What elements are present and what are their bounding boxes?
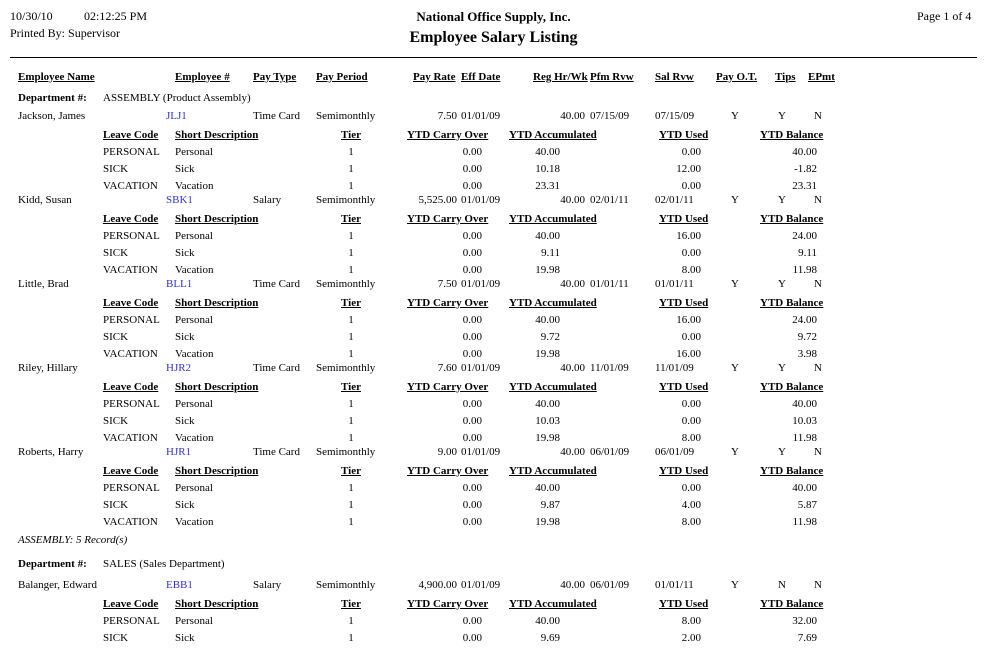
- sal-rvw-value: 06/01/09: [655, 446, 695, 458]
- leave-tier: 1: [348, 615, 354, 627]
- ytd-accumulated: 40.00: [535, 615, 560, 627]
- employee-name: Kidd, Susan: [18, 194, 72, 206]
- ytd-used: 12.00: [676, 163, 701, 175]
- leave-tier: 1: [348, 264, 354, 276]
- leave-row: [0, 415, 987, 431]
- ytd-balance: 24.00: [792, 314, 817, 326]
- leave-description: Personal: [175, 314, 213, 326]
- leave-col-used: YTD Used: [659, 598, 709, 610]
- leave-code: VACATION: [103, 516, 158, 528]
- leave-description: Sick: [175, 163, 195, 175]
- leave-row: [0, 163, 987, 179]
- department-label: Department #:: [18, 92, 87, 104]
- leave-row: [0, 516, 987, 532]
- leave-col-bal: YTD Balance: [760, 465, 824, 477]
- leave-col-acc: YTD Accumulated: [509, 129, 597, 141]
- leave-col-code: Leave Code: [103, 213, 159, 225]
- col-header-sal-rvw: Sal Rvw: [655, 71, 694, 83]
- ytd-balance: 40.00: [792, 482, 817, 494]
- employee-block: [0, 446, 987, 530]
- pay-period-value: Semimonthly: [316, 110, 376, 122]
- leave-header-row: [0, 129, 987, 145]
- leave-description: Vacation: [175, 348, 214, 360]
- ytd-carry-over: 0.00: [462, 180, 482, 192]
- leave-code: VACATION: [103, 180, 158, 192]
- print-time: 02:12:25 PM: [84, 9, 148, 23]
- leave-col-code: Leave Code: [103, 129, 159, 141]
- leave-row: [0, 499, 987, 515]
- col-header-pfm-rvw: Pfm Rvw: [590, 71, 634, 83]
- leave-code: SICK: [103, 415, 129, 427]
- employee-id-link[interactable]: HJR1: [166, 446, 192, 458]
- eff-date-value: 01/01/09: [461, 579, 501, 591]
- leave-code: PERSONAL: [103, 146, 160, 158]
- ytd-balance: 10.03: [792, 415, 817, 427]
- page-number: Page 1 of 4: [917, 9, 972, 23]
- ytd-accumulated: 9.11: [541, 247, 560, 259]
- leave-row: [0, 146, 987, 162]
- ytd-used: 8.00: [681, 516, 701, 528]
- leave-col-tier: Tier: [341, 465, 361, 477]
- col-header-pay-period: Pay Period: [316, 71, 368, 83]
- pfm-rvw-value: 06/01/09: [590, 446, 630, 458]
- pay-ot-flag: Y: [731, 110, 739, 122]
- epmt-flag: N: [814, 278, 822, 290]
- ytd-balance: 24.00: [792, 230, 817, 242]
- col-header-pay-type: Pay Type: [253, 71, 297, 83]
- employee-row: [0, 110, 987, 126]
- leave-code: SICK: [103, 163, 129, 175]
- ytd-used: 0.00: [681, 482, 701, 494]
- reg-hr-value: 40.00: [560, 110, 585, 122]
- header-divider: [10, 57, 977, 58]
- epmt-flag: N: [814, 579, 822, 591]
- ytd-used: 8.00: [681, 264, 701, 276]
- leave-code: SICK: [103, 632, 129, 644]
- ytd-accumulated: 40.00: [535, 314, 560, 326]
- leave-col-carry: YTD Carry Over: [407, 297, 489, 309]
- pay-ot-flag: Y: [731, 579, 739, 591]
- leave-col-tier: Tier: [341, 381, 361, 393]
- employee-id-link[interactable]: BLL1: [166, 278, 193, 290]
- pfm-rvw-value: 07/15/09: [590, 110, 630, 122]
- leave-tier: 1: [348, 482, 354, 494]
- sal-rvw-value: 01/01/11: [655, 278, 694, 290]
- leave-description: Vacation: [175, 180, 214, 192]
- ytd-carry-over: 0.00: [462, 331, 482, 343]
- employee-name: Balanger, Edward: [18, 579, 97, 591]
- pay-ot-flag: Y: [731, 194, 739, 206]
- pay-type-value: Salary: [253, 194, 282, 206]
- eff-date-value: 01/01/09: [461, 194, 501, 206]
- employee-id-link[interactable]: EBB1: [166, 579, 193, 591]
- ytd-balance: 11.98: [792, 516, 817, 528]
- employee-id-link[interactable]: SBK1: [166, 194, 193, 206]
- ytd-used: 8.00: [681, 615, 701, 627]
- ytd-accumulated: 19.98: [535, 516, 560, 528]
- sal-rvw-value: 07/15/09: [655, 110, 695, 122]
- pay-rate-value: 7.50: [437, 278, 457, 290]
- pay-rate-value: 7.60: [437, 362, 457, 374]
- report-title: Employee Salary Listing: [409, 29, 578, 46]
- ytd-accumulated: 19.98: [535, 348, 560, 360]
- leave-header-row: [0, 598, 987, 614]
- leave-tier: 1: [348, 398, 354, 410]
- leave-description: Sick: [175, 415, 195, 427]
- sal-rvw-value: 01/01/11: [655, 579, 694, 591]
- leave-col-acc: YTD Accumulated: [509, 213, 597, 225]
- ytd-balance: 40.00: [792, 146, 817, 158]
- leave-col-desc: Short Description: [175, 598, 259, 610]
- ytd-carry-over: 0.00: [462, 499, 482, 511]
- pay-period-value: Semimonthly: [316, 278, 376, 290]
- leave-col-tier: Tier: [341, 297, 361, 309]
- ytd-carry-over: 0.00: [462, 516, 482, 528]
- employee-name: Roberts, Harry: [18, 446, 84, 458]
- print-date: 10/30/10: [10, 9, 53, 23]
- leave-tier: 1: [348, 180, 354, 192]
- ytd-carry-over: 0.00: [462, 615, 482, 627]
- leave-col-code: Leave Code: [103, 381, 159, 393]
- leave-col-acc: YTD Accumulated: [509, 598, 597, 610]
- ytd-balance: 40.00: [792, 398, 817, 410]
- leave-row: [0, 247, 987, 263]
- ytd-balance: 11.98: [792, 432, 817, 444]
- leave-row: [0, 615, 987, 631]
- leave-col-bal: YTD Balance: [760, 381, 824, 393]
- eff-date-value: 01/01/09: [461, 110, 501, 122]
- leave-col-used: YTD Used: [659, 129, 709, 141]
- ytd-carry-over: 0.00: [462, 247, 482, 259]
- ytd-accumulated: 19.98: [535, 264, 560, 276]
- epmt-flag: N: [814, 194, 822, 206]
- ytd-accumulated: 9.87: [540, 499, 560, 511]
- employee-name: Little, Brad: [18, 278, 69, 290]
- pfm-rvw-value: 01/01/11: [590, 278, 629, 290]
- eff-date-value: 01/01/09: [461, 278, 501, 290]
- leave-row: [0, 314, 987, 330]
- leave-code: PERSONAL: [103, 314, 160, 326]
- leave-col-tier: Tier: [341, 598, 361, 610]
- ytd-used: 0.00: [681, 331, 701, 343]
- tips-flag: Y: [778, 278, 786, 290]
- pay-ot-flag: Y: [731, 446, 739, 458]
- ytd-used: 16.00: [676, 348, 701, 360]
- ytd-carry-over: 0.00: [462, 415, 482, 427]
- ytd-used: 0.00: [681, 146, 701, 158]
- leave-code: PERSONAL: [103, 230, 160, 242]
- leave-col-desc: Short Description: [175, 465, 259, 477]
- tips-flag: Y: [778, 194, 786, 206]
- pay-ot-flag: Y: [731, 362, 739, 374]
- department-name: ASSEMBLY (Product Assembly): [103, 92, 251, 104]
- pay-type-value: Salary: [253, 579, 282, 591]
- leave-tier: 1: [348, 314, 354, 326]
- employee-row: [0, 194, 987, 210]
- leave-code: PERSONAL: [103, 482, 160, 494]
- ytd-carry-over: 0.00: [462, 163, 482, 175]
- pay-type-value: Time Card: [253, 362, 300, 374]
- leave-code: VACATION: [103, 432, 158, 444]
- ytd-balance: 23.31: [792, 180, 817, 192]
- leave-description: Vacation: [175, 264, 214, 276]
- leave-code: VACATION: [103, 264, 158, 276]
- leave-col-bal: YTD Balance: [760, 213, 824, 225]
- leave-col-desc: Short Description: [175, 297, 259, 309]
- department-row: [0, 92, 987, 107]
- leave-code: PERSONAL: [103, 398, 160, 410]
- leave-description: Sick: [175, 247, 195, 259]
- sal-rvw-value: 02/01/11: [655, 194, 694, 206]
- ytd-accumulated: 23.31: [535, 180, 560, 192]
- col-header-employee-name: Employee Name: [18, 71, 95, 83]
- ytd-balance: -1.82: [794, 163, 817, 175]
- pay-type-value: Time Card: [253, 446, 300, 458]
- ytd-balance: 9.11: [798, 247, 817, 259]
- leave-tier: 1: [348, 146, 354, 158]
- leave-tier: 1: [348, 163, 354, 175]
- leave-code: SICK: [103, 331, 129, 343]
- leave-col-tier: Tier: [341, 129, 361, 141]
- col-header-epmt: EPmt: [808, 71, 835, 83]
- employee-block: [0, 110, 987, 194]
- leave-col-carry: YTD Carry Over: [407, 381, 489, 393]
- employee-name: Jackson, James: [18, 110, 86, 122]
- leave-col-code: Leave Code: [103, 297, 159, 309]
- employee-block: [0, 579, 987, 663]
- leave-header-row: [0, 465, 987, 481]
- leave-row: [0, 398, 987, 414]
- leave-col-used: YTD Used: [659, 465, 709, 477]
- leave-description: Vacation: [175, 516, 214, 528]
- leave-code: PERSONAL: [103, 615, 160, 627]
- col-header-pay-ot: Pay O.T.: [716, 71, 758, 83]
- ytd-accumulated: 9.72: [540, 331, 560, 343]
- department-label: Department #:: [18, 558, 87, 570]
- reg-hr-value: 40.00: [560, 362, 585, 374]
- eff-date-value: 01/01/09: [461, 446, 501, 458]
- pay-type-value: Time Card: [253, 110, 300, 122]
- ytd-used: 2.00: [681, 632, 701, 644]
- leave-tier: 1: [348, 348, 354, 360]
- leave-col-carry: YTD Carry Over: [407, 598, 489, 610]
- ytd-carry-over: 0.00: [462, 348, 482, 360]
- leave-code: VACATION: [103, 348, 158, 360]
- leave-description: Sick: [175, 499, 195, 511]
- leave-col-acc: YTD Accumulated: [509, 381, 597, 393]
- employee-row: [0, 579, 987, 595]
- ytd-balance: 3.98: [797, 348, 817, 360]
- leave-tier: 1: [348, 499, 354, 511]
- ytd-balance: 5.87: [797, 499, 817, 511]
- ytd-used: 16.00: [676, 314, 701, 326]
- leave-col-carry: YTD Carry Over: [407, 213, 489, 225]
- employee-id-link[interactable]: HJR2: [166, 362, 192, 374]
- epmt-flag: N: [814, 110, 822, 122]
- leave-code: SICK: [103, 247, 129, 259]
- pay-rate-value: 4,900.00: [418, 579, 457, 591]
- col-header-employee-num: Employee #: [175, 71, 230, 83]
- leave-tier: 1: [348, 432, 354, 444]
- ytd-accumulated: 40.00: [535, 398, 560, 410]
- pfm-rvw-value: 11/01/09: [590, 362, 629, 374]
- epmt-flag: N: [814, 446, 822, 458]
- leave-description: Personal: [175, 398, 213, 410]
- ytd-carry-over: 0.00: [462, 314, 482, 326]
- ytd-used: 0.00: [681, 415, 701, 427]
- leave-tier: 1: [348, 230, 354, 242]
- leave-description: Personal: [175, 230, 213, 242]
- leave-col-desc: Short Description: [175, 213, 259, 225]
- col-header-pay-rate: Pay Rate: [413, 71, 456, 83]
- pay-period-value: Semimonthly: [316, 579, 376, 591]
- leave-tier: 1: [348, 331, 354, 343]
- pay-type-value: Time Card: [253, 278, 300, 290]
- ytd-used: 0.00: [681, 180, 701, 192]
- leave-tier: 1: [348, 247, 354, 259]
- leave-description: Personal: [175, 615, 213, 627]
- ytd-accumulated: 10.18: [535, 163, 560, 175]
- ytd-balance: 7.69: [797, 632, 817, 644]
- leave-col-used: YTD Used: [659, 297, 709, 309]
- ytd-carry-over: 0.00: [462, 482, 482, 494]
- ytd-used: 4.00: [681, 499, 701, 511]
- leave-row: [0, 632, 987, 648]
- ytd-carry-over: 0.00: [462, 146, 482, 158]
- col-header-reg-hr-wk: Reg Hr/Wk: [533, 71, 588, 83]
- ytd-used: 16.00: [676, 230, 701, 242]
- ytd-accumulated: 40.00: [535, 482, 560, 494]
- employee-row: [0, 362, 987, 378]
- ytd-accumulated: 10.03: [535, 415, 560, 427]
- leave-header-row: [0, 213, 987, 229]
- eff-date-value: 01/01/09: [461, 362, 501, 374]
- ytd-accumulated: 40.00: [535, 146, 560, 158]
- employee-row: [0, 278, 987, 294]
- ytd-used: 0.00: [681, 398, 701, 410]
- ytd-used: 0.00: [681, 247, 701, 259]
- col-header-eff-date: Eff Date: [461, 71, 501, 83]
- company-name: National Office Supply, Inc.: [416, 9, 571, 24]
- department-name: SALES (Sales Department): [103, 558, 225, 570]
- sal-rvw-value: 11/01/09: [655, 362, 694, 374]
- leave-row: [0, 482, 987, 498]
- epmt-flag: N: [814, 362, 822, 374]
- reg-hr-value: 40.00: [560, 278, 585, 290]
- leave-description: Sick: [175, 632, 195, 644]
- leave-col-carry: YTD Carry Over: [407, 465, 489, 477]
- column-header-row: [0, 71, 987, 86]
- leave-col-bal: YTD Balance: [760, 297, 824, 309]
- pay-rate-value: 5,525.00: [418, 194, 457, 206]
- leave-header-row: [0, 297, 987, 313]
- ytd-accumulated: 9.69: [540, 632, 560, 644]
- leave-col-acc: YTD Accumulated: [509, 297, 597, 309]
- ytd-balance: 9.72: [797, 331, 817, 343]
- leave-col-carry: YTD Carry Over: [407, 129, 489, 141]
- leave-tier: 1: [348, 415, 354, 427]
- reg-hr-value: 40.00: [560, 579, 585, 591]
- leave-row: [0, 331, 987, 347]
- leave-description: Personal: [175, 146, 213, 158]
- leave-code: SICK: [103, 499, 129, 511]
- leave-col-used: YTD Used: [659, 213, 709, 225]
- employee-name: Riley, Hillary: [18, 362, 78, 374]
- leave-header-row: [0, 381, 987, 397]
- ytd-carry-over: 0.00: [462, 432, 482, 444]
- leave-tier: 1: [348, 516, 354, 528]
- leave-col-code: Leave Code: [103, 465, 159, 477]
- leave-tier: 1: [348, 632, 354, 644]
- pay-period-value: Semimonthly: [316, 446, 376, 458]
- leave-col-bal: YTD Balance: [760, 129, 824, 141]
- group-summary: ASSEMBLY: 5 Record(s): [18, 534, 128, 546]
- leave-col-bal: YTD Balance: [760, 598, 824, 610]
- ytd-carry-over: 0.00: [462, 230, 482, 242]
- employee-block: [0, 278, 987, 362]
- leave-col-code: Leave Code: [103, 598, 159, 610]
- leave-col-used: YTD Used: [659, 381, 709, 393]
- ytd-used: 8.00: [681, 432, 701, 444]
- employee-block: [0, 194, 987, 278]
- pay-period-value: Semimonthly: [316, 362, 376, 374]
- printed-by-value: Supervisor: [68, 26, 121, 40]
- leave-description: Vacation: [175, 432, 214, 444]
- pfm-rvw-value: 06/01/09: [590, 579, 630, 591]
- employee-row: [0, 446, 987, 462]
- leave-col-desc: Short Description: [175, 129, 259, 141]
- printed-by-label: Printed By:: [10, 26, 66, 40]
- leave-row: [0, 230, 987, 246]
- pay-rate-value: 9.00: [437, 446, 457, 458]
- employee-id-link[interactable]: JLJ1: [166, 110, 187, 122]
- ytd-carry-over: 0.00: [462, 264, 482, 276]
- tips-flag: Y: [778, 362, 786, 374]
- tips-flag: N: [778, 579, 786, 591]
- ytd-balance: 11.98: [792, 264, 817, 276]
- reg-hr-value: 40.00: [560, 446, 585, 458]
- ytd-accumulated: 19.98: [535, 432, 560, 444]
- leave-col-acc: YTD Accumulated: [509, 465, 597, 477]
- employee-block: [0, 362, 987, 446]
- leave-description: Sick: [175, 331, 195, 343]
- pay-ot-flag: Y: [731, 278, 739, 290]
- ytd-carry-over: 0.00: [462, 398, 482, 410]
- ytd-accumulated: 40.00: [535, 230, 560, 242]
- leave-description: Personal: [175, 482, 213, 494]
- pay-rate-value: 7.50: [437, 110, 457, 122]
- pay-period-value: Semimonthly: [316, 194, 376, 206]
- leave-col-tier: Tier: [341, 213, 361, 225]
- department-row: [0, 558, 987, 573]
- leave-col-desc: Short Description: [175, 381, 259, 393]
- col-header-tips: Tips: [775, 71, 796, 83]
- ytd-balance: 32.00: [792, 615, 817, 627]
- tips-flag: Y: [778, 110, 786, 122]
- pfm-rvw-value: 02/01/11: [590, 194, 629, 206]
- ytd-carry-over: 0.00: [462, 632, 482, 644]
- reg-hr-value: 40.00: [560, 194, 585, 206]
- tips-flag: Y: [778, 446, 786, 458]
